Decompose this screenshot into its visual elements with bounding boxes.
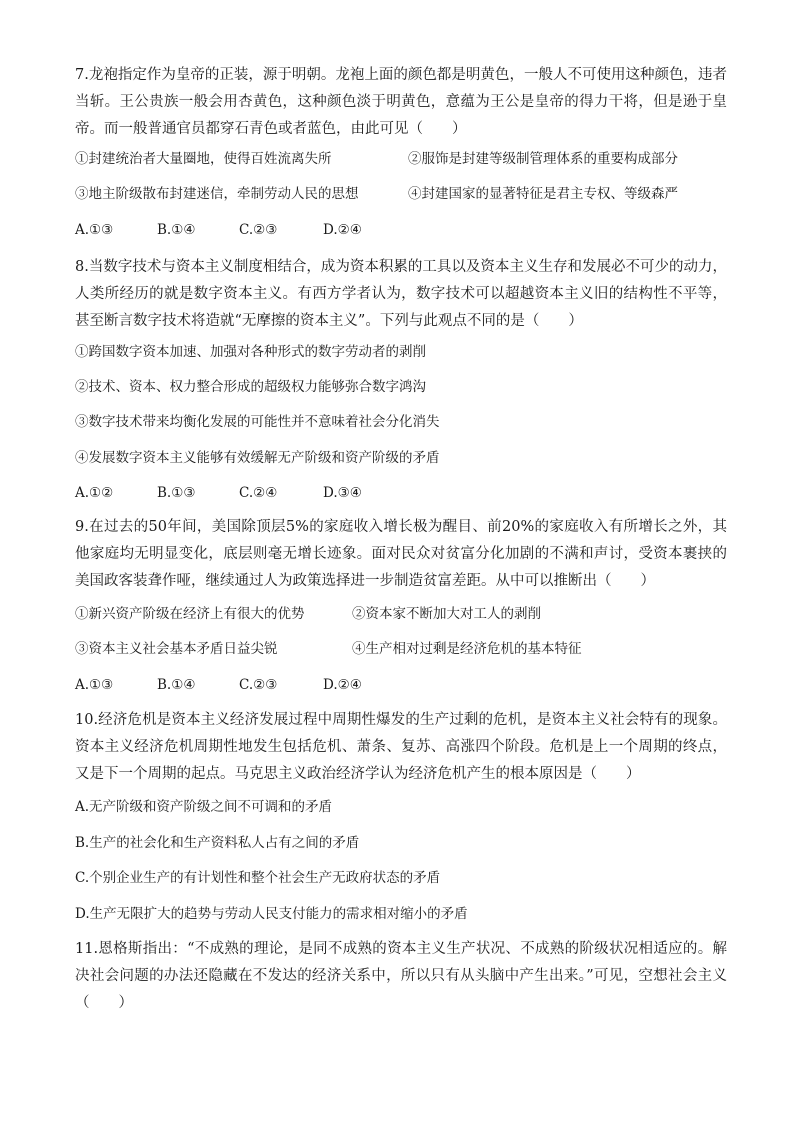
question-7-item-3: ③地主阶级散布封建迷信，牵制劳动人民的思想 xyxy=(75,186,359,202)
choice-b: B.①③ xyxy=(157,485,196,501)
question-10-option-d: D.生产无限扩大的趋势与劳动人民支付能力的需求相对缩小的矛盾 xyxy=(75,906,468,922)
question-8-choices xyxy=(75,483,362,503)
choice-b: B.①④ xyxy=(157,222,196,238)
choice-a: A.①③ xyxy=(75,677,114,693)
choice-a: A.①② xyxy=(75,485,114,501)
question-9-choices xyxy=(75,675,362,695)
question-9-item-4: ④生产相对过剩是经济危机的基本特征 xyxy=(352,641,582,657)
choice-d: D.②④ xyxy=(323,222,362,238)
question-9-item-1: ①新兴资产阶级在经济上有很大的优势 xyxy=(75,606,305,622)
question-7-item-1: ①封建统治者大量圈地，使得百姓流离失所 xyxy=(75,151,332,167)
choice-a: A.①③ xyxy=(75,222,114,238)
question-10-stem: 10.经济危机是资本主义经济发展过程中周期性爆发的生产过剩的危机，是资本主义社会特有的现象。资本主义经济危机周期性地发生包括危机、萧条、复苏、高涨四个阶段。危机是上一个周期的终点，又是下一个周期的起点。马克思主义政治经济学认为经济危机产生的根本原因是（ ） xyxy=(75,712,727,782)
choice-c: C.②③ xyxy=(239,677,278,693)
question-9-item-3: ③资本主义社会基本矛盾日益尖锐 xyxy=(75,641,278,657)
question-8-item-1: ①跨国数字资本加速、加强对各种形式的数字劳动者的剥削 xyxy=(75,344,426,360)
question-10-option-c: C.个别企业生产的有计划性和整个社会生产无政府状态的矛盾 xyxy=(75,870,441,886)
question-7-item-4: ④封建国家的显著特征是君主专权、等级森严 xyxy=(408,186,678,202)
question-8-item-2: ②技术、资本、权力整合形成的超级权力能够弥合数字鸿沟 xyxy=(75,379,426,395)
question-10-option-a: A.无产阶级和资产阶级之间不可调和的矛盾 xyxy=(75,799,333,815)
choice-b: B.①④ xyxy=(157,677,196,693)
choice-d: D.②④ xyxy=(323,677,362,693)
question-9-item-2: ②资本家不断加大对工人的剥削 xyxy=(352,606,541,622)
question-8-stem: 8.当数字技术与资本主义制度相结合，成为资本积累的工具以及资本主义生存和发展必不可少的动力，人类所经历的就是数字资本主义。有西方学者认为，数字技术可以超越资本主义旧的结构性不平等，甚至断言数字技术将造就“无摩擦的资本主义”。下列与此观点不同的是（ ） xyxy=(75,259,727,329)
question-8-item-4: ④发展数字资本主义能够有效缓解无产阶级和资产阶级的矛盾 xyxy=(75,450,440,466)
question-9-stem: 9.在过去的50年间，美国除顶层5%的家庭收入增长极为醒目、前20%的家庭收入有所增长之外，其他家庭均无明显变化，底层则毫无增长迹象。面对民众对贫富分化加剧的不满和声讨，受资本裹挟的美国政客装聋作哑，继续通过人为政策选择进一步制造贫富差距。从中可以推断出（ ） xyxy=(75,519,727,589)
question-8-item-3: ③数字技术带来均衡化发展的可能性并不意味着社会分化消失 xyxy=(75,414,440,430)
choice-c: C.②③ xyxy=(239,222,278,238)
choice-c: C.②④ xyxy=(239,485,278,501)
question-7-item-2: ②服饰是封建等级制管理体系的重要构成部分 xyxy=(408,151,678,167)
question-10-option-b: B.生产的社会化和生产资料私人占有之间的矛盾 xyxy=(75,835,360,851)
question-11-stem: 11.恩格斯指出：“不成熟的理论，是同不成熟的资本主义生产状况、不成熟的阶级状况相适应的。解决社会问题的办法还隐藏在不发达的经济关系中，所以只有从头脑中产生出来。”可见，空想社会主义（ ） xyxy=(75,941,727,1011)
question-7-choices xyxy=(75,220,362,240)
choice-d: D.③④ xyxy=(323,485,362,501)
question-7-stem: 7.龙袍指定作为皇帝的正装，源于明朝。龙袍上面的颜色都是明黄色，一般人不可使用这种颜色，违者当斩。王公贵族一般会用杏黄色，这种颜色淡于明黄色，意蕴为王公是皇帝的得力干将，但是逊于皇帝。而一般普通官员都穿石青色或者蓝色，由此可见（ ） xyxy=(75,67,727,137)
